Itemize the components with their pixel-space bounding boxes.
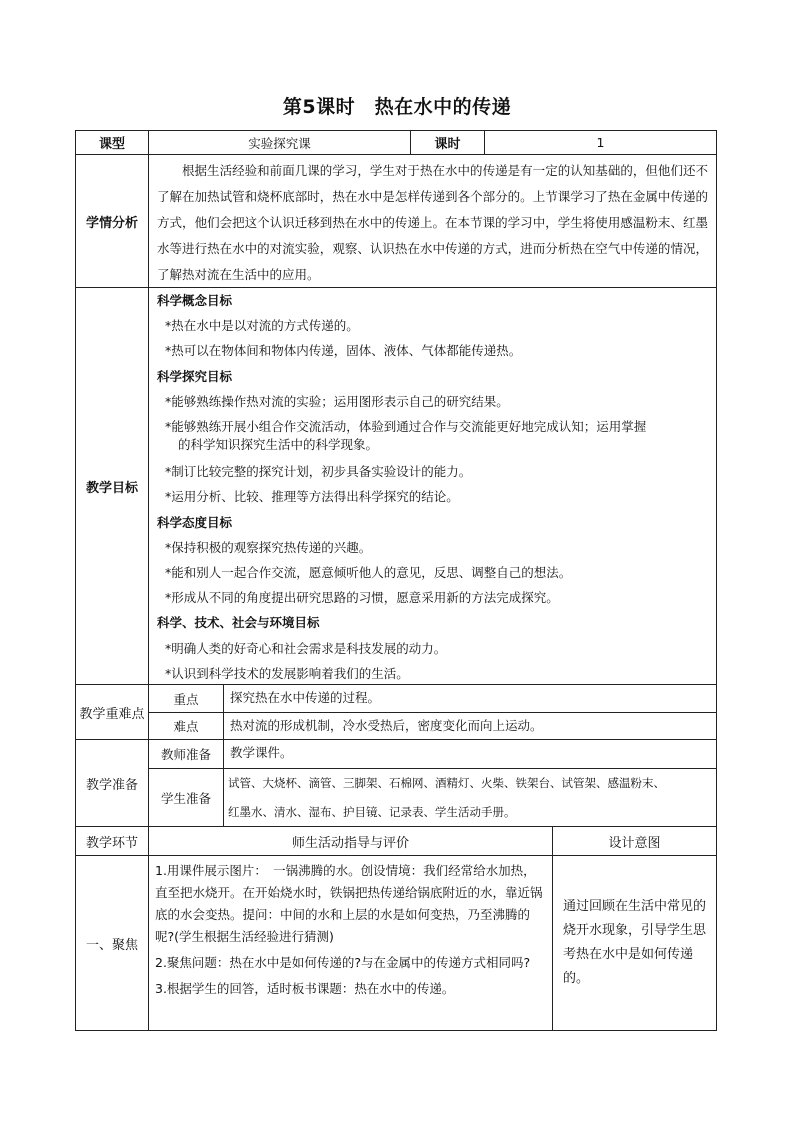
student-prep-text: 红墨水、清水、湿布、护目镜、记录表、学生活动手册。 bbox=[228, 805, 516, 819]
prep-row bbox=[75, 740, 717, 827]
stage-header: 教学环节 bbox=[85, 835, 138, 851]
intent-header: 设计意图 bbox=[552, 827, 716, 855]
inquiry-item: *能够熟练开展小组合作交流活动，体验到通过合作与交流能更好地完成认知；运用掌握 bbox=[165, 419, 647, 435]
concept-item: *热在水中是以对流的方式传递的。 bbox=[165, 318, 359, 334]
inquiry-item: *制订比较完整的探究计划，初步具备实验设计的能力。 bbox=[165, 464, 472, 480]
lesson-plan-table bbox=[75, 130, 717, 1031]
stage-1-intent: 通过回顾在生活中常见的烧开水现象，引导学生思考热在水中是如何传递的。 bbox=[563, 899, 707, 986]
attitude-item: *能和别人一起合作交流，愿意倾听他人的意见，反思、调整自己的想法。 bbox=[165, 565, 572, 581]
teacher-prep-label: 教师准备 bbox=[160, 747, 211, 762]
sts-item: *认识到科学技术的发展影响着我们的生活。 bbox=[165, 665, 409, 681]
stage-1-row bbox=[75, 856, 717, 1031]
period-value: 1 bbox=[484, 131, 716, 154]
difficulty-label: 难点 bbox=[173, 719, 199, 734]
activity-step: 2.聚焦问题：热在水中是如何传递的?与在金属中的传递方式相同吗? bbox=[155, 955, 531, 970]
focus-label: 教学重难点 bbox=[79, 706, 145, 722]
attitude-item: *保持积极的观察探究热传递的兴趣。 bbox=[165, 539, 372, 555]
analysis-text: 根据生活经验和前面几课的学习，学生对于热在水中的传递是有一定的认知基础的，但他们还不了解在加热试管和烧杯底部时，热在水中是怎样传递到各个部分的。上节课学习了热在金属中传递的方式，他们会把这个认识迁移到热在水中的传递上。在本节课的学习中，学生将使用感温粉末、红墨水等进行热在水中的对流实验，观察、认识热在水中传递的方式，进而分析热在空气中传递的情况，了解热对流在生活中的应用。 bbox=[157, 163, 708, 282]
focus-row bbox=[75, 685, 717, 740]
stage-1-name: 一、聚焦 bbox=[85, 937, 138, 953]
analysis-label: 学情分析 bbox=[85, 215, 138, 231]
inquiry-heading: 科学探究目标 bbox=[157, 368, 233, 384]
activity-step: 3.根据学生的回答，适时板书课题：热在水中的传递。 bbox=[155, 981, 455, 996]
key-point-text: 探究热在水中传递的过程。 bbox=[223, 685, 716, 712]
process-header-row bbox=[75, 827, 717, 856]
activity-step: 1.用课件展示图片： 一锅沸腾的水。创设情境：我们经常给水加热，直至把水烧开。在开始烧水时，铁锅把热传递给锅底附近的水，靠近锅底的水会变热。提问：中间的水和上层的水是如何变热，乃至沸腾的呢?(学生根据生活经验进行猜测) bbox=[155, 863, 543, 944]
goals-row bbox=[75, 288, 717, 685]
teacher-prep-text: 教学课件。 bbox=[223, 740, 716, 768]
stage-1-activities bbox=[148, 856, 552, 1030]
lesson-type-label: 课型 bbox=[98, 137, 125, 152]
attitude-heading: 科学态度目标 bbox=[157, 514, 233, 530]
concept-item: *热可以在物体间和物体内传递，固体、液体、气体都能传递热。 bbox=[165, 343, 522, 359]
difficulty-text: 热对流的形成机制，冷水受热后，密度变化而向上运动。 bbox=[223, 713, 716, 739]
student-prep-label: 学生准备 bbox=[160, 790, 211, 806]
goals-label: 教学目标 bbox=[85, 480, 138, 496]
activity-header: 师生活动指导与评价 bbox=[148, 827, 552, 855]
sts-item: *明确人类的好奇心和社会需求是科技发展的动力。 bbox=[165, 640, 447, 656]
inquiry-item: *能够熟练操作热对流的实验；运用图形表示自己的研究结果。 bbox=[165, 393, 509, 409]
concept-heading: 科学概念目标 bbox=[157, 293, 233, 308]
lesson-type-row bbox=[75, 130, 717, 155]
attitude-item: *形成从不同的角度提出研究思路的习惯，愿意采用新的方法完成探究。 bbox=[165, 590, 559, 606]
analysis-row bbox=[75, 155, 717, 288]
key-point-label: 重点 bbox=[173, 691, 199, 707]
inquiry-item: *运用分析、比较、推理等方法得出科学探究的结论。 bbox=[165, 489, 459, 505]
inquiry-item-continued: 的科学知识探究生活中的科学现象。 bbox=[178, 437, 379, 453]
period-label: 课时 bbox=[410, 131, 484, 154]
lesson-type-value: 实验探究课 bbox=[148, 131, 410, 154]
goals-content bbox=[148, 288, 716, 684]
student-prep-text: 试管、大烧杯、滴管、三脚架、石棉网、酒精灯、火柴、铁架台、试管架、感温粉末、 bbox=[228, 776, 665, 790]
page-title: 第5课时 热在水中的传递 bbox=[282, 96, 512, 118]
sts-heading: 科学、技术、社会与环境目标 bbox=[157, 615, 320, 631]
prep-label: 教学准备 bbox=[85, 777, 138, 793]
